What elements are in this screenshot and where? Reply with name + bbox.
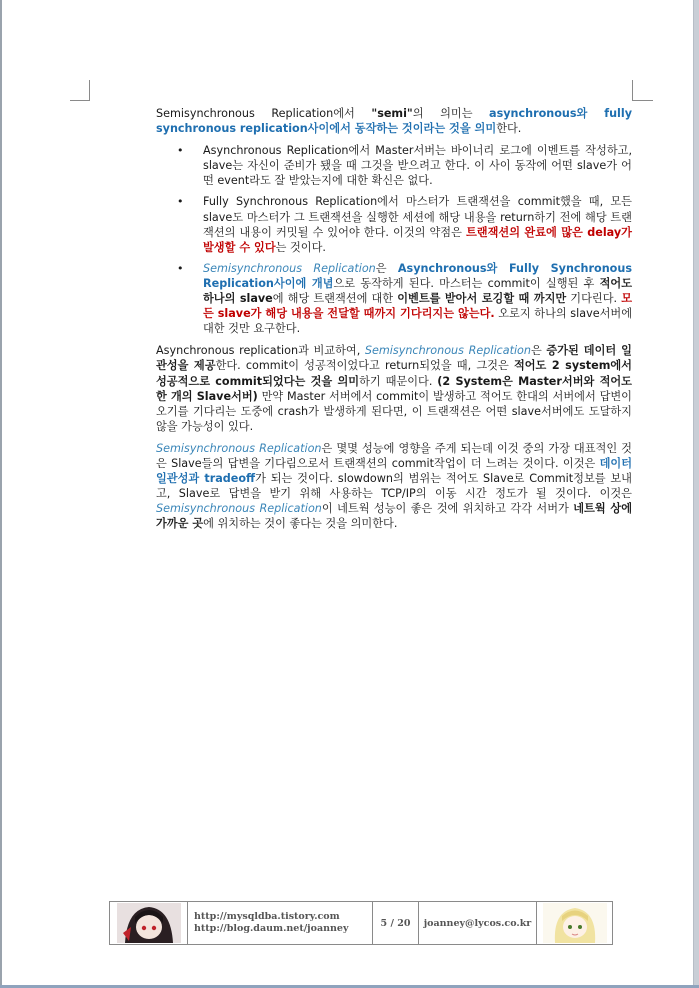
text: 한다. commit이 성공적이었다고 return되었을 때, 그것은 bbox=[215, 359, 514, 373]
text: Fully Synchronous Replication에서 마스터가 트랜잭션을 commit했을 때, 모든 slave도 마스터가 그 트랜잭션을 실행한 세션에 해당 내용을 return하기 전에 해당 트랜잭션의 내용이 커밋될 수 있어야 한다. 이것의 약점은 bbox=[203, 195, 632, 239]
text: Asynchronous Replication에서 Master서버는 바이너리 로그에 이벤트를 작성하고, slave는 자신이 준비가 됐을 때 그것을 받으려고 한다. 이 사이 동작에 어떤 slave가 어떤 event라도 잘 받았는지에 대한 확신은 없다. bbox=[203, 144, 632, 188]
text: 가 되는 것이다. slowdown의 범위는 적어도 Slave로 Commit정보를 보내고, Slave로 답변을 받기 위해 사용하는 TCP/IP의 이동 시간 정도가 될 것이다. 이것은 bbox=[156, 472, 632, 501]
text: 에 위치하는 것이 좋다는 것을 의미한다. bbox=[203, 517, 398, 531]
bullet-list bbox=[156, 143, 632, 336]
list-item bbox=[156, 194, 632, 254]
text: 만약 Master 서버에서 commit이 발생하고 적어도 한대의 서버에서 답변이 오기를 기다리는 도중에 crash가 발생하게 된다면, 이 트랜잭션은 어떤 slave서버에도 도달하지 않을 가능성이 있다. bbox=[156, 389, 632, 433]
document-body bbox=[156, 106, 632, 538]
blog-link-tistory[interactable]: http://mysqldba.tistory.com bbox=[194, 911, 340, 922]
page-number: 5 / 20 bbox=[373, 902, 419, 944]
text-highlight-blue: asynchronous와 fully synchronous replication사이에서 동작하는 것이라는 것을 의미 bbox=[156, 107, 632, 136]
list-item bbox=[156, 143, 632, 188]
text: 은 bbox=[531, 344, 547, 358]
text: 오로지 하나의 slave서버에 대한 것만 요구한다. bbox=[203, 307, 632, 336]
text-bold: 이벤트를 받아서 로깅할 때 까지만 bbox=[397, 292, 567, 306]
text-bold: 네트웍 상에 가까운 곳 bbox=[156, 502, 633, 531]
text-bold: 증가된 데이터 일관성을 제공 bbox=[156, 344, 632, 373]
window-left-edge bbox=[0, 0, 2, 988]
performance-paragraph bbox=[156, 441, 632, 532]
page-footer bbox=[109, 901, 613, 945]
comparison-paragraph bbox=[156, 343, 632, 434]
text-bold: "semi" bbox=[371, 107, 413, 120]
bullet-icon: • bbox=[177, 195, 184, 209]
text-highlight-blue: Asynchronous와 Fully Synchronous Replication사이에 개념 bbox=[203, 261, 632, 290]
text-italic-blue: Semisynchronous Replication bbox=[203, 261, 376, 275]
text: 에 해당 트랜잭션에 대한 bbox=[272, 292, 398, 306]
text: Asynchronous replication과 비교하여, bbox=[156, 344, 365, 358]
crop-mark-top-left bbox=[70, 80, 90, 101]
text: 하기 때문이다. bbox=[359, 374, 438, 388]
text: 으로 동작하게 된다. 마스터는 commit이 실행된 후 bbox=[333, 276, 600, 290]
footer-avatar-right bbox=[537, 902, 612, 944]
text: 는 것이다. bbox=[275, 240, 326, 254]
text: 한다. bbox=[496, 122, 522, 136]
crop-mark-top-right bbox=[632, 80, 653, 101]
text-bold: 적어도 2 system에서 성공적으로 commit되었다는 것을 의미 bbox=[156, 359, 632, 388]
text-italic-blue: Semisynchronous Replication bbox=[364, 344, 531, 358]
text-highlight-red: 트랜잭션의 완료에 많은 delay가 발생할 수 있다 bbox=[203, 225, 632, 254]
bullet-icon: • bbox=[177, 261, 184, 275]
text: 은 몇몇 성능에 영향을 주게 되는데 이것 중의 가장 대표적인 것은 Slave들의 답변을 기다림으로서 트랜잭션의 commit작업이 더 느려는 것이다. 이것은 bbox=[156, 441, 632, 470]
text: Semisynchronous Replication에서 bbox=[156, 107, 372, 120]
footer-links bbox=[188, 902, 373, 944]
blog-link-daum[interactable]: http://blog.daum.net/joanney bbox=[194, 923, 349, 934]
text-bold: 적어도 하나의 slave bbox=[203, 276, 633, 306]
text: 이 네트웍 성능이 좋은 것에 위치하고 각각 서버가 bbox=[321, 502, 574, 516]
avatar-blonde-character-icon bbox=[543, 903, 607, 943]
text: 의 의미는 bbox=[412, 107, 490, 120]
text-highlight-red: 모든 slave가 해당 내용을 전달할 때까지 기다리지는 않는다. bbox=[203, 292, 632, 321]
text: 은 bbox=[375, 261, 398, 275]
footer-avatar-left bbox=[110, 902, 188, 944]
bullet-icon: • bbox=[177, 144, 184, 158]
text-italic-blue: Semisynchronous Replication bbox=[156, 502, 322, 516]
intro-paragraph bbox=[156, 106, 632, 136]
text-highlight-blue: 데이터 일관성과 tradeoff bbox=[156, 456, 632, 486]
text: 기다린다. bbox=[566, 292, 622, 306]
text-bold: (2 System은 Master서버와 적어도 한 개의 Slave서버) bbox=[156, 374, 632, 403]
author-email: joanney@lycos.co.kr bbox=[419, 902, 537, 944]
window-right-edge bbox=[693, 0, 699, 988]
text-italic-blue: Semisynchronous Replication bbox=[156, 441, 322, 455]
avatar-dark-character-icon bbox=[117, 903, 181, 943]
list-item bbox=[156, 261, 632, 336]
